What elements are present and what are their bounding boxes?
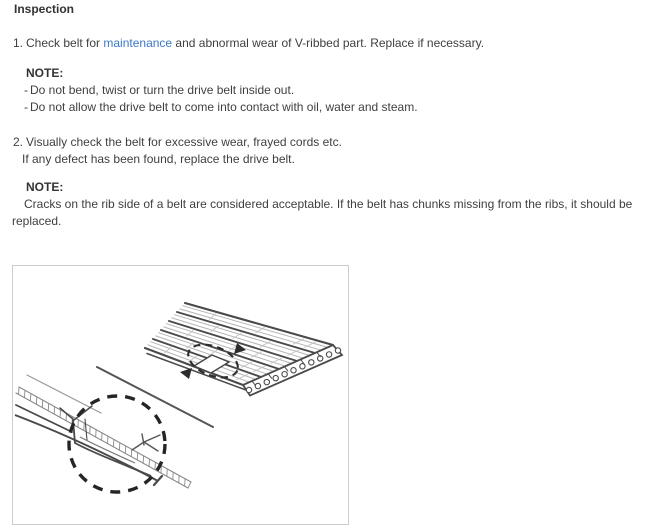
page-title: Inspection — [0, 0, 650, 17]
bullet-dash: - — [24, 82, 28, 99]
note-1-bullet-2-text: Do not allow the drive belt to come into contact with oil, water and steam. — [30, 100, 418, 114]
step-1-text-after-link: and abnormal wear of V-ribbed part. Replace if necessary. — [172, 36, 484, 50]
step-2-line-2: If any defect has been found, replace the drive belt. — [22, 151, 650, 168]
belt-diagram-figure — [12, 265, 349, 525]
step-2-number: 2. — [0, 134, 23, 151]
step-1 — [0, 35, 650, 52]
note-2-text: Cracks on the rib side of a belt are considered acceptable. If the belt has chunks missing from the ribs, it should be replaced. — [12, 196, 638, 230]
step-1-text-before-link: Check belt for — [26, 36, 103, 50]
note-1-bullet-2 — [0, 99, 650, 116]
note-1-bullet-1-text: Do not bend, twist or turn the drive belt inside out. — [30, 83, 294, 97]
step-2 — [0, 134, 650, 151]
belt-wear-diagram — [13, 269, 348, 521]
maintenance-link[interactable]: maintenance — [103, 36, 172, 50]
note-2-label: NOTE: — [26, 179, 650, 196]
step-1-number: 1. — [0, 35, 23, 52]
note-1-bullet-1 — [0, 82, 650, 99]
step-2-line-1: Visually check the belt for excessive wear, frayed cords etc. — [26, 135, 342, 149]
bullet-dash: - — [24, 99, 28, 116]
note-1-label: NOTE: — [26, 65, 650, 82]
